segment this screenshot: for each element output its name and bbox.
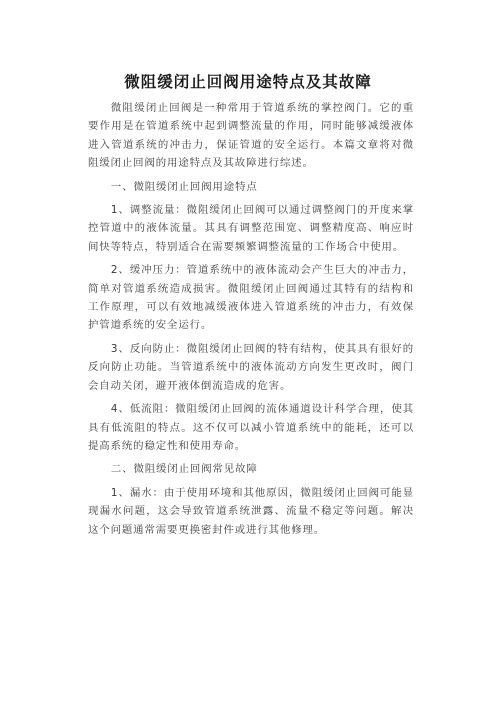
document-title: 微阻缓闭止回阀用途特点及其故障 bbox=[124, 72, 372, 91]
section-heading-uses: 一、微阻缓闭止回阀用途特点 bbox=[110, 180, 258, 193]
section-heading-faults: 二、微阻缓闭止回阀常见故障 bbox=[110, 463, 258, 476]
paragraph-flow-adjustment: 1、调整流量：微阻缓闭止回阀可以通过调整阀门的开度来掌控管道中的液体流量。其具有调整范围宽、调整精度高、响应时间快等特点，特别适合在需要频繁调整流量的工作场合中使用。 bbox=[88, 204, 414, 253]
paragraph-low-resistance: 4、低流阻：微阻缓闭止回阀的流体通道设计科学合理，使其具有低流阻的特点。这不仅可以减小管道系统中的能耗，还可以提高系统的稳定性和使用寿命。 bbox=[88, 403, 414, 452]
paragraph-leakage: 1、漏水：由于使用环境和其他原因，微阻缓闭止回阀可能显现漏水问题，这会导致管道系统泄露、流量不稳定等问题。解决这个问题通常需要更换密封件或进行其他修理。 bbox=[88, 486, 414, 536]
paragraph-pressure-buffer: 2、缓冲压力：管道系统中的液体流动会产生巨大的冲击力，简单对管道系统造成损害。微阻缓闭止回阀通过其特有的结构和工作原理，可以有效地减缓液体进入管道系统的冲击力，有效保护管道系统的安全运行。 bbox=[88, 264, 414, 332]
paragraph-backflow-prevention: 3、反向防止：微阻缓闭止回阀的特有结构，使其具有很好的反向防止功能。当管道系统中的液体流动方向发生更改时，阀门会自动关闭，避开液体倒流造成的危害。 bbox=[88, 342, 414, 392]
document-body bbox=[88, 99, 414, 544]
intro-paragraph: 微阻缓闭止回阀是一种常用于管道系统的掌控阀门。它的重要作用是在管道系统中起到调整流量的作用，同时能够减缓液体进入管道系统的冲击力，保证管道的安全运行。本篇文章将对微阻缓闭止回阀的用途特点及其故障进行综述。 bbox=[88, 102, 414, 170]
